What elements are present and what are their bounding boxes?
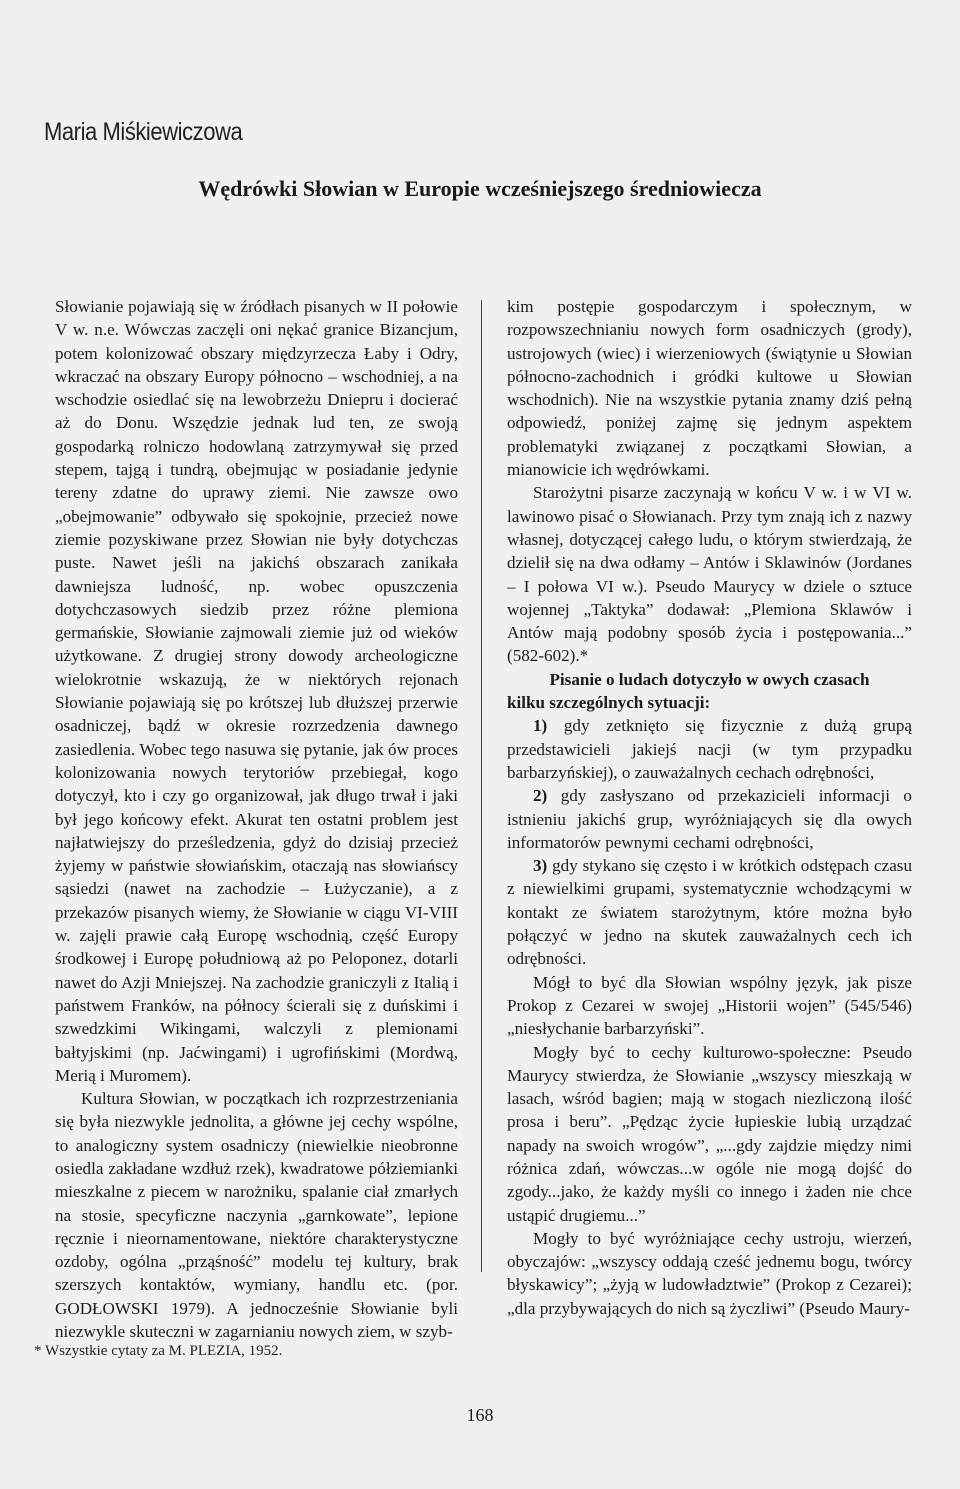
section-heading-line-2: kilku szczególnych sytuacji:: [507, 693, 711, 713]
list-item-3: [507, 854, 912, 970]
right-paragraph-4: Mogły być to cechy kulturowo-społeczne: Pseudo Maurycy stwierdza, że Słowianie „wszyscy mieszkają w lasach, wśród bagien; mają w stogach niezliczoną ilość prosa i beru”. „Pędząc życie łupieskie lubią urządzać napady na swoich wrogów”, „...gdy zajdzie między nimi różnica zdań, wówczas...w ogóle nie mogą dojść do zgody...jako, że każdy myśli co innego i żaden nie chce ustąpić drugiemu...”: [507, 1042, 912, 1225]
article-title: Wędrówki Słowian w Europie wcześniejszego średniowiecza: [198, 176, 762, 201]
section-heading-line-1: Pisanie o ludach dotyczyło w owych czasach: [549, 669, 870, 689]
list-item-3-number: 3): [533, 856, 548, 876]
list-item-1-text: gdy zetknięto się fizycznie z dużą grupą przedstawicieli jakiejś nacji (w tym przypadku barbarzyńskiej), o zauważalnych cechach odrębności,: [507, 716, 913, 782]
left-paragraph-2: Kultura Słowian, w początkach ich rozprzestrzeniania się była niezwykle jednolita, a główne jej cechy wspólne, to analogiczny system osadniczy (niewielkie nieobronne osiedla zakładane wzdłuż rzek), kwadratowe półziemianki mieszkalne z piecem w narożniku, spalanie ciał zmarłych na stosie, specyficzne naczynia „garnkowate”, lepione ręcznie i nieornamentowane, niektóre charakterystyczne ozdoby, ogólna „prząśność” modelu tej kultury, brak szerszych kontaktów, wymiany, handlu etc. (por. GODŁOWSKI 1979). A jednocześnie Słowianie byli niezwykle skuteczni w zagarnianiu nowych ziem, w szyb-: [55, 1089, 458, 1342]
footnote: * Wszystkie cytaty za M. PLEZIA, 1952.: [34, 1343, 283, 1359]
list-item-2-text: gdy zasłyszano od przekazicieli informacji o istnieniu jakichś grup, wyróżniających się dla owych informatorów pewnymi cechami odrębności,: [507, 786, 912, 852]
list-item-1: [507, 714, 912, 784]
list-item-3-text: gdy stykano się często i w krótkich odstępach czasu z niewielkimi grupami, systematycznie wchodzącymi w kontakt ze światem starożytnym, które można było połączyć w jedno na skutek zauważalnych cech ich odrębności.: [507, 856, 912, 969]
left-column: [55, 295, 458, 1343]
right-paragraph-1: kim postępie gospodarczym i społecznym, w rozpowszechnianiu nowych form osadniczych (grody), ustrojowych (wiec) i wierzeniowych (świątynie u Słowian północno-zachodnich i gródki kultowe u Słowian wschodnich). Nie na wszystkie pytania znamy dziś pełną odpowiedź, poniżej zajmę się jednym aspektem problematyki związanej z początkami Słowian, a mianowicie ich wędrówkami.: [507, 297, 912, 480]
author-name: Maria Miśkiewiczowa: [44, 118, 243, 146]
list-item-2: [507, 784, 912, 854]
page-number: 168: [466, 1405, 494, 1425]
right-paragraph-5: Mogły to być wyróżniające cechy ustroju, wierzeń, obyczajów: „wszyscy oddają cześć jednemu bogu, twórcy błyskawicy”; „żyją w ludowładztwie” (Prokop z Cezarei); „dla przybywających do nich są życzliwi” (Pseudo Maury-: [507, 1228, 912, 1318]
left-paragraph-1: Słowianie pojawiają się w źródłach pisanych w II połowie V w. n.e. Wówczas zaczęli oni nękać granice Bizancjum, potem kolonizować obszary międzyrzecza Łaby i Odry, wkraczać na obszary Europy północno – wschodniej, a na wschodzie osiedlać się na lewobrzeżu Dniepru i docierać aż do Donu. Wszędzie jednak lud ten, ze swoją gospodarką rolniczo hodowlaną zatrzymywał się przed stepem, tajgą i tundrą, obejmując w posiadanie jedynie tereny zdatne do uprawy ziemi. Nie zawsze owo „obejmowanie” odbywało się spokojnie, przecież nowe ziemie pozyskiwane przez Słowian nie były dotychczas puste. Nawet jeśli na jakichś obszarach zanikała dawniejsza ludność, np. wobec opuszczenia dotychczasowych siedzib przez różne plemiona germańskie, Słowianie zajmowali ziemie już od wieków użytkowane. Z drugiej strony dowody archeologiczne wielokrotnie wskazują, że w niektórych rejonach Słowianie pojawiają się po krótszej lub dłuższej przerwie osadniczej, bądź w okresie rozrzedzenia dawnego zasiedlenia. Wobec tego nasuwa się pytanie, jak ów proces kolonizowania nowych terytoriów przebiegał, kogo dotyczył, kto i czy go organizował, jak długo trwał i jaki był jego końcowy efekt. Akurat ten ostatni problem jest najłatwiejszy do prześledzenia, gdyż do dzisiaj przecież żyjemy w państwie słowiańskim, otaczają nas słowiańscy sąsiedzi (nawet na zachodzie – Łużyczanie), a z przekazów pisanych wiemy, że Słowianie w ciągu VI-VIII w. zajęli prawie całą Europę wschodnią, część Europy środkowej i Europę południową aż po Peloponez, dotarli nawet do Azji Mniejszej. Na zachodzie graniczyli z Italią i państwem Franków, na północy ścierali się z duńskimi i szwedzkimi Wikingami, walczyli z plemionami bałtyjskimi (np. Jaćwingami) i ugrofińskimi (Mordwą, Merią i Muromem).: [55, 297, 458, 1085]
right-paragraph-2: Starożytni pisarze zaczynają w końcu V w. i w VI w. lawinowo pisać o Słowianach. Przy tym znają ich z nazwy własnej, dotyczącej całego ludu, o którym stwierdzają, że dzielił się na dwa odłamy – Antów i Sklawinów (Jordanes – I połowa VI w.). Pseudo Maurycy w dziele o sztuce wojennej „Taktyka” dodawał: „Plemiona Sklawów i Antów mają podobny sposób życia i postępowania...” (582-602).*: [507, 483, 912, 666]
right-paragraph-3: Mógł to być dla Słowian wspólny język, jak pisze Prokop z Cezarei w swojej „Historii wojen” (545/546) „niesłychanie barbarzyński”.: [507, 972, 912, 1039]
right-column: [507, 295, 912, 1320]
list-item-2-number: 2): [533, 786, 548, 806]
list-item-1-number: 1): [533, 716, 548, 736]
column-divider: [481, 300, 482, 1272]
